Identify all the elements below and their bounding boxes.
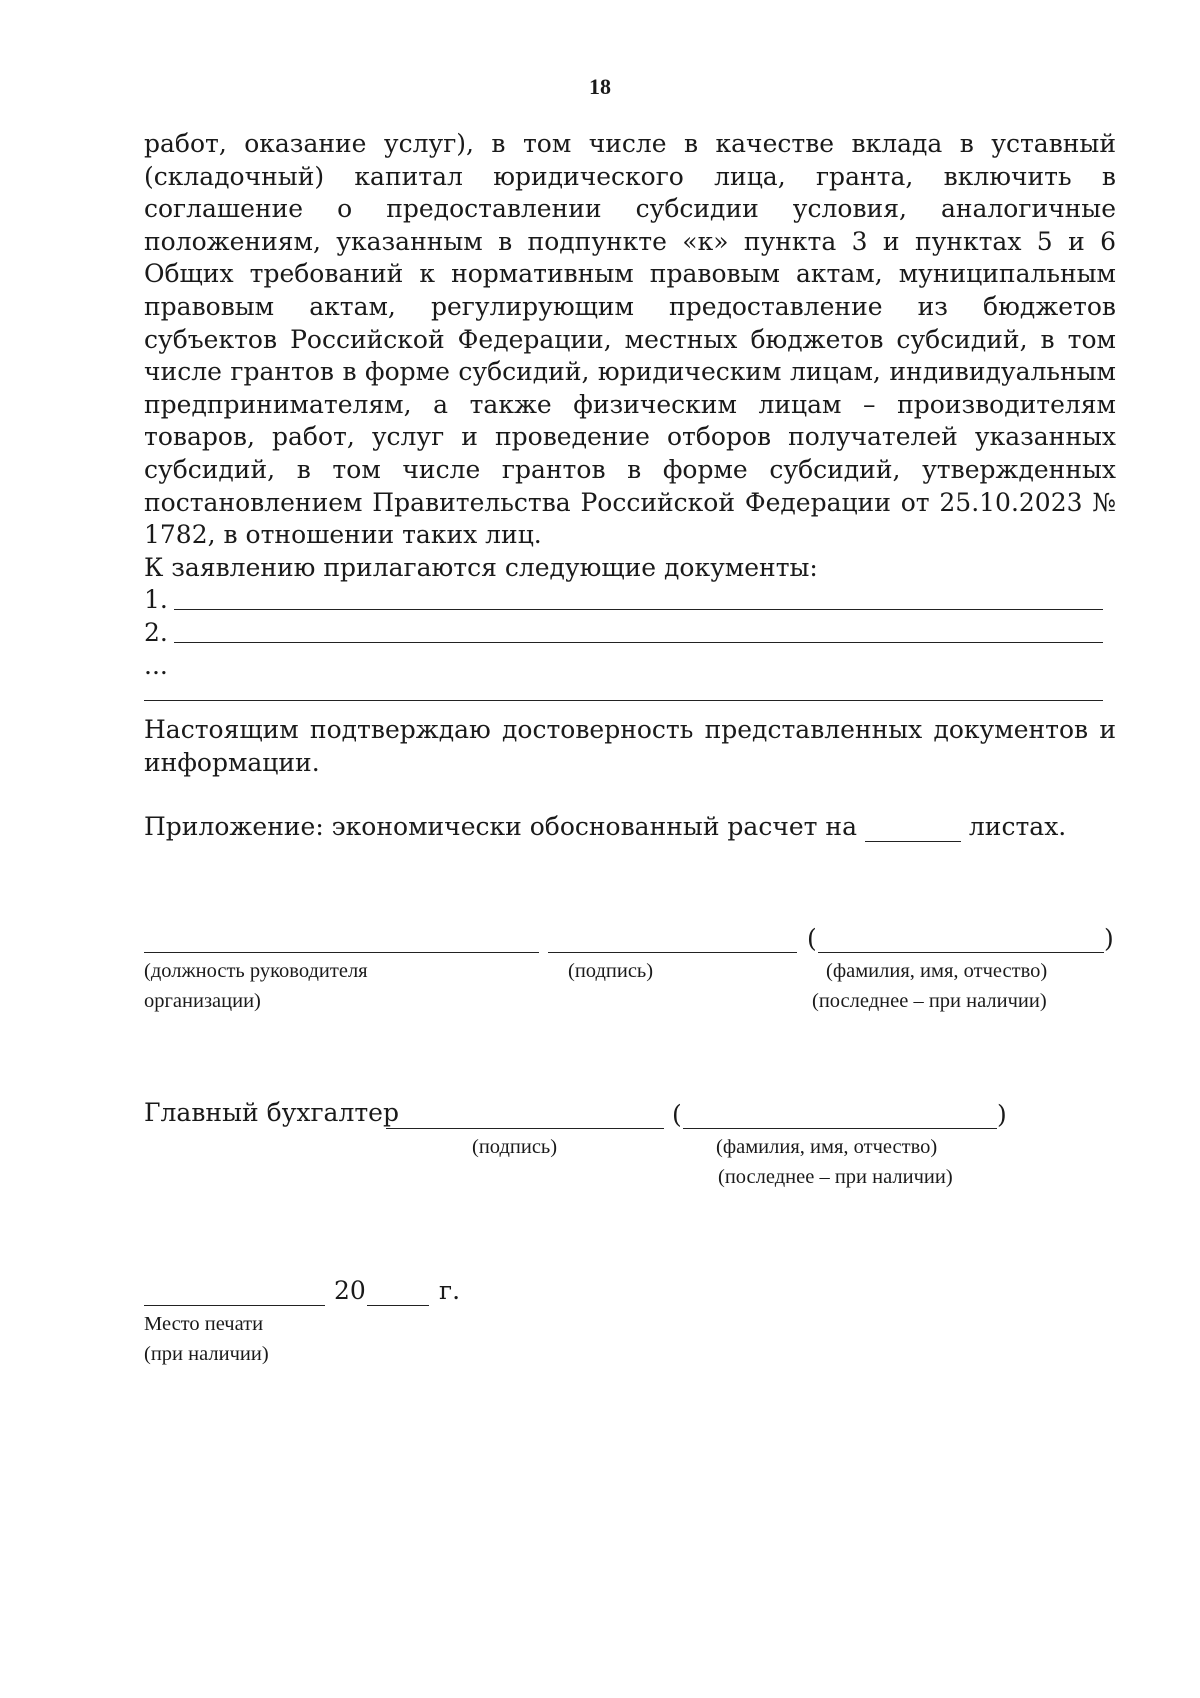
accountant-name-caption-2: (последнее – при наличии)	[718, 1166, 953, 1188]
head-position-line[interactable]	[144, 952, 539, 953]
head-signature-line[interactable]	[548, 952, 797, 953]
attachments-ellipsis: ...	[144, 650, 168, 680]
page-number: 18	[589, 74, 611, 99]
attachment-fill-line[interactable]	[174, 609, 1103, 610]
head-name-caption-1: (фамилия, имя, отчество)	[826, 960, 1048, 982]
appendix-suffix: листах.	[968, 812, 1067, 841]
appendix-line	[144, 812, 1066, 842]
conditions-paragraph: работ, оказание услуг), в том числе в качестве вклада в уставный (складочный) капитал юридического лица, гранта, включить в соглашение о предоставлении субсидии условия, аналогичные положениям, указанным в подпункте «к» пункта 3 и пунктах 5 и 6 Общих требований к нормативным правовым актам, муниципальным правовым актам, регулирующим предоставление из бюджетов субъектов Российской Федерации, местных бюджетов субсидий, в том числе грантов в форме субсидий, юридическим лицам, индивидуальным предпринимателям, а также физическим лицам – производителям товаров, работ, услуг и проведение отборов получателей указанных субсидий, в том числе грантов в форме субсидий, утвержденных постановлением Правительства Российской Федерации от 25.10.2023 № 1782, в отношении таких лиц.	[144, 129, 1116, 550]
attachment-item-1	[144, 584, 1116, 617]
appendix-prefix: Приложение: экономически обоснованный расчет на	[144, 812, 858, 841]
date-day-month-line[interactable]	[144, 1305, 325, 1306]
appendix-pages-blank[interactable]	[865, 812, 961, 842]
accountant-name-line[interactable]	[683, 1128, 997, 1129]
accountant-name-paren-open: (	[672, 1100, 682, 1129]
head-signature-caption: (подпись)	[568, 960, 654, 982]
attachment-number: 1.	[144, 585, 168, 615]
attachment-number: 2.	[144, 617, 168, 647]
head-name-line[interactable]	[818, 952, 1104, 953]
head-name-paren-open: (	[807, 924, 817, 953]
accountant-signature-caption: (подпись)	[472, 1136, 558, 1158]
accountant-name-caption-1: (фамилия, имя, отчество)	[716, 1136, 938, 1158]
confirmation-statement: Настоящим подтверждаю достоверность представленных документов и информации.	[144, 715, 1116, 777]
date-year-suffix: г.	[439, 1276, 461, 1305]
accountant-name-paren-close: )	[997, 1100, 1007, 1129]
attachments-intro: К заявлению прилагаются следующие документы:	[144, 552, 818, 582]
date-year-prefix: 20	[334, 1276, 366, 1305]
stamp-caption-2: (при наличии)	[144, 1343, 269, 1365]
head-name-caption-2: (последнее – при наличии)	[812, 990, 1047, 1012]
attachment-fill-line[interactable]	[174, 642, 1103, 643]
accountant-signature-line[interactable]	[386, 1128, 664, 1129]
date-year-line[interactable]	[367, 1305, 429, 1306]
accountant-label: Главный бухгалтер	[144, 1098, 399, 1127]
attachment-item-2	[144, 617, 1116, 650]
stamp-caption-1: Место печати	[144, 1313, 264, 1335]
head-position-caption-2: организации)	[144, 990, 261, 1012]
attachment-extra-line[interactable]	[144, 682, 1103, 701]
document-body	[144, 128, 1116, 701]
head-position-caption-1: (должность руководителя	[144, 960, 368, 982]
head-name-paren-close: )	[1104, 924, 1114, 953]
